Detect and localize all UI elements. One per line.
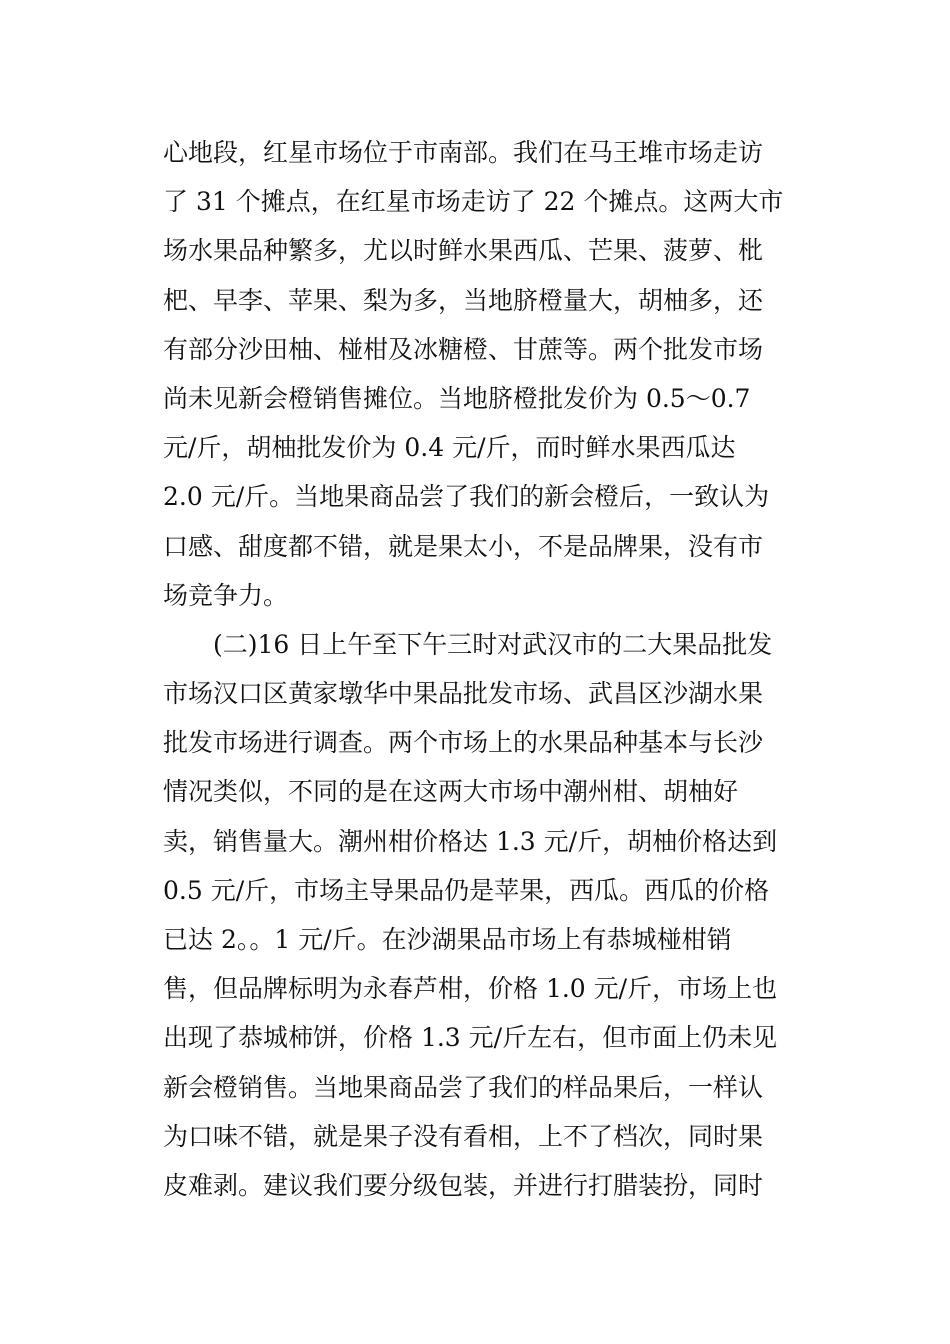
text-line: 元/斤，胡柚批发价为 0.4 元/斤，而时鲜水果西瓜达 <box>163 433 736 463</box>
text-line: 为口味不错，就是果子没有看相，上不了档次，同时果 <box>163 1121 764 1151</box>
text-line: 0.5 元/斤，市场主导果品仍是苹果，西瓜。西瓜的价格 <box>163 875 770 905</box>
text-line: 场水果品种繁多，尤以时鲜水果西瓜、芒果、菠萝、枇 <box>163 236 764 266</box>
text-line: 批发市场进行调查。两个市场上的水果品种基本与长沙 <box>163 728 764 758</box>
text-line: 市场汉口区黄家墩华中果品批发市场、武昌区沙湖水果 <box>163 679 764 709</box>
text-line: 尚未见新会橙销售摊位。当地脐橙批发价为 0.5～0.7 <box>163 383 751 413</box>
paragraph-changsha-continued <box>163 128 803 620</box>
text-line: 心地段，红星市场位于市南部。我们在马王堆市场走访 <box>163 138 764 167</box>
text-line: 了 31 个摊点，在红星市场走访了 22 个摊点。这两大市 <box>163 187 784 217</box>
text-line: 卖，销售量大。潮州柑价格达 1.3 元/斤，胡柚价格达到 <box>163 826 778 856</box>
text-line: 皮难剥。建议我们要分级包装，并进行打腊装扮，同时 <box>163 1170 764 1200</box>
text-line: 售，但品牌标明为永春芦柑，价格 1.0 元/斤，市场上也 <box>163 974 778 1004</box>
text-line: 场竞争力。 <box>163 580 289 610</box>
text-line: 新会橙销售。当地果商品尝了我们的样品果后，一样认 <box>163 1072 764 1102</box>
text-line: 杷、早李、苹果、梨为多，当地脐橙量大，胡柚多，还 <box>163 285 764 315</box>
text-line: 情况类似，不同的是在这两大市场中潮州柑、胡柚好 <box>163 777 739 807</box>
text-line: 2.0 元/斤。当地果商品尝了我们的新会橙后，一致认为 <box>163 482 770 512</box>
text-line: 有部分沙田柚、椪柑及冰糖橙、甘蔗等。两个批发市场 <box>163 334 764 364</box>
text-line: 口感、甜度都不错，就是果太小，不是品牌果，没有市 <box>163 531 764 561</box>
paragraph-wuhan <box>163 620 803 1210</box>
body-text <box>163 128 803 1210</box>
text-line: 出现了恭城柿饼，价格 1.3 元/斤左右，但市面上仍未见 <box>163 1023 778 1053</box>
text-line: 已达 2。。1 元/斤。在沙湖果品市场上有恭城椪柑销 <box>163 925 732 954</box>
text-line-first: (二)16 日上午至下午三时对武汉市的二大果品批发 <box>213 629 773 659</box>
